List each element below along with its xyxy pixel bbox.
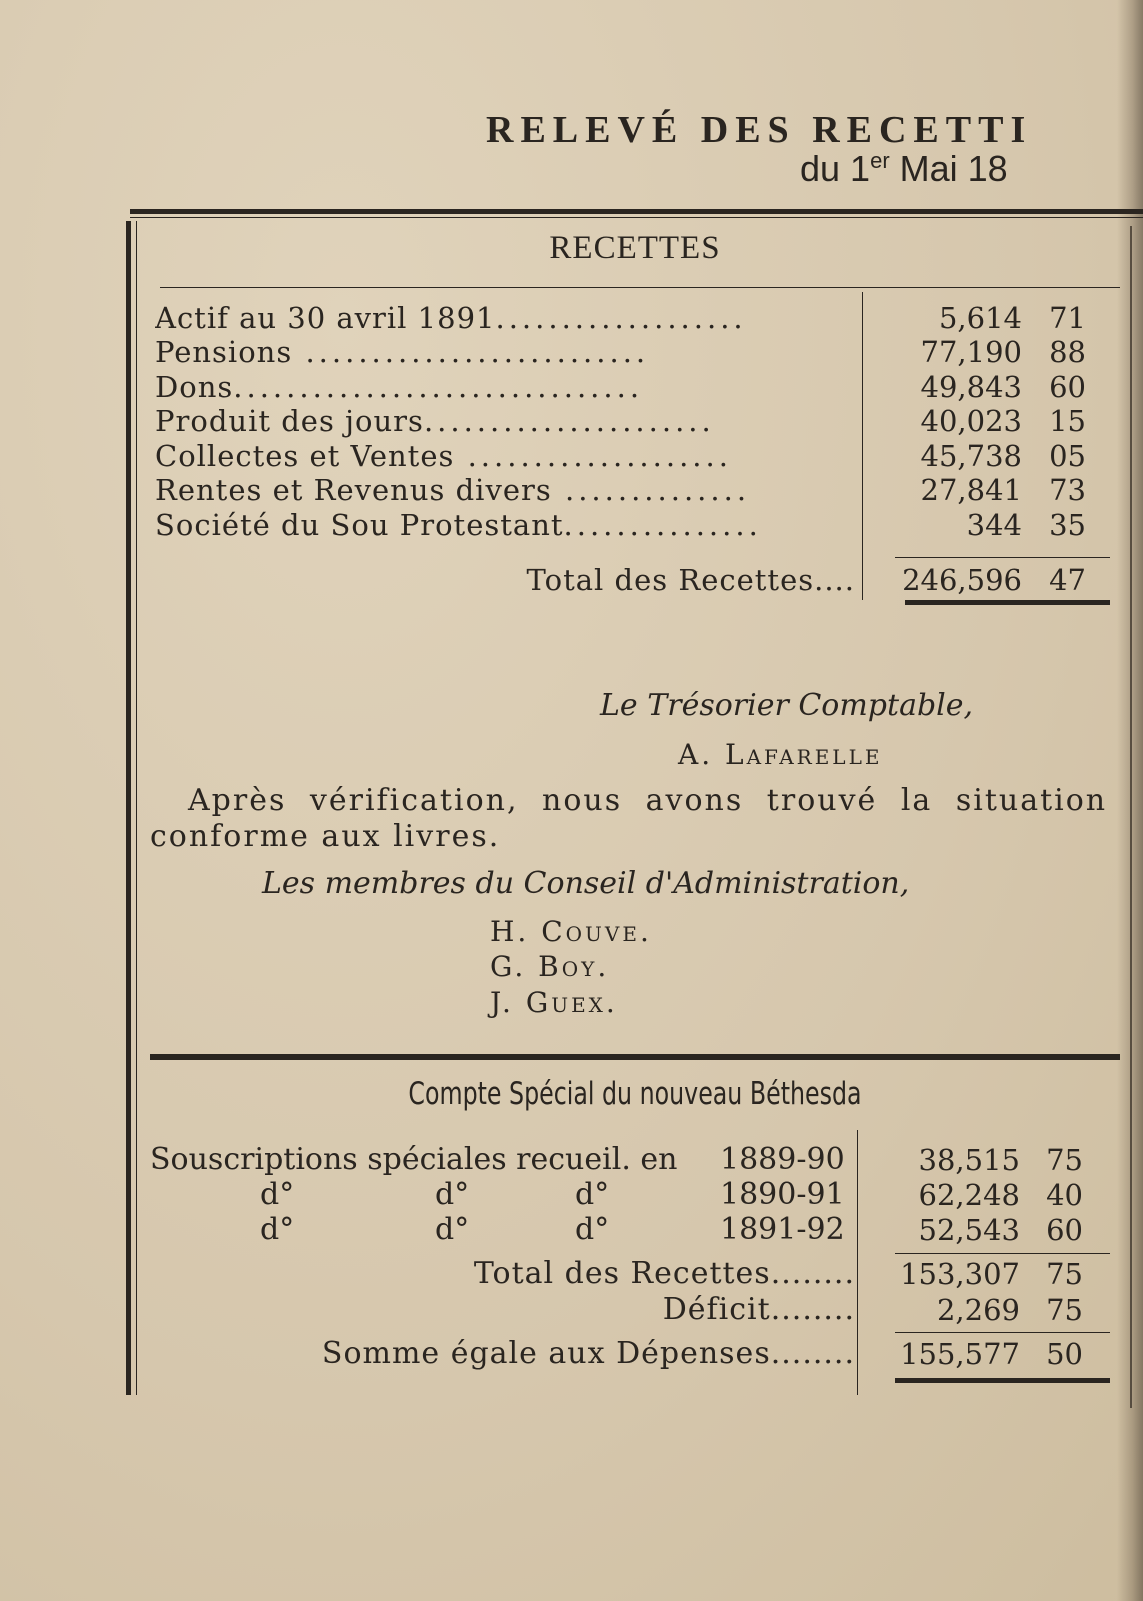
special-total-rule <box>895 1253 1110 1254</box>
page-title: RELEVÉ DES RECETTI <box>486 109 1033 151</box>
row-label: Produit des jours <box>155 404 424 438</box>
deficit-centimes: 75 <box>1046 1293 1083 1327</box>
top-rule-thick <box>130 209 1143 214</box>
row-francs: 344 <box>966 508 1022 542</box>
ditto-mark: d° <box>260 1177 295 1212</box>
total-rule <box>895 557 1110 558</box>
deficit-label: Déficit........ <box>662 1292 855 1327</box>
verification-line-1: Après vérification, nous avons trouvé la situation <box>188 783 1108 818</box>
special-row-year: 1890-91 <box>720 1177 845 1212</box>
table-row <box>155 334 855 370</box>
subtitle-prefix: du 1 <box>800 148 871 189</box>
row-leader-dots: .......................... <box>292 335 650 369</box>
row-francs: 40,023 <box>920 404 1022 438</box>
special-row-francs: 62,248 <box>918 1178 1020 1212</box>
council-member: G. Boy. <box>490 950 610 983</box>
special-row-centimes: 40 <box>1046 1178 1083 1212</box>
row-label: Rentes et Revenus divers <box>155 473 552 507</box>
row-centimes: 15 <box>1049 404 1086 438</box>
row-label: Dons <box>155 370 234 404</box>
row-francs: 5,614 <box>938 301 1022 335</box>
total-double-rule <box>905 600 1110 605</box>
row-label: Collectes et Ventes <box>155 439 455 473</box>
special-total-label: Total des Recettes........ <box>473 1256 855 1291</box>
row-centimes: 71 <box>1049 301 1086 335</box>
special-row-centimes: 75 <box>1046 1143 1083 1177</box>
ditto-mark: d° <box>575 1212 610 1247</box>
ditto-mark: d° <box>435 1177 470 1212</box>
subtitle-superscript: er <box>870 148 890 173</box>
table-row <box>155 472 855 508</box>
council-title: Les membres du Conseil d'Administration, <box>262 866 910 901</box>
row-leader-dots: .................... <box>454 439 732 473</box>
row-francs: 27,841 <box>920 473 1022 507</box>
ditto-mark: d° <box>260 1212 295 1247</box>
right-border <box>1130 226 1132 1408</box>
treasurer-name: A. Lafarelle <box>678 738 883 771</box>
row-francs: 49,843 <box>920 370 1022 404</box>
deficit-francs: 2,269 <box>936 1293 1020 1327</box>
somme-francs: 155,577 <box>900 1337 1020 1371</box>
total-centimes: 47 <box>1049 563 1086 597</box>
council-member: H. Couve. <box>490 915 652 948</box>
table-row <box>155 403 855 439</box>
top-rule-thin <box>130 217 1143 218</box>
treasurer-title: Le Trésorier Comptable, <box>600 688 974 723</box>
total-label: Total des Recettes.... <box>526 563 855 597</box>
verification-line-2: conforme aux livres. <box>150 819 501 854</box>
ditto-mark: d° <box>575 1177 610 1212</box>
left-border-thick <box>126 221 131 1395</box>
row-leader-dots: ...................... <box>423 404 715 438</box>
section-divider-rule <box>150 1054 1120 1060</box>
row-centimes: 73 <box>1049 473 1086 507</box>
somme-label: Somme égale aux Dépenses........ <box>321 1336 855 1371</box>
row-leader-dots: .............. <box>551 473 751 507</box>
page-subtitle <box>800 148 1008 190</box>
table-row <box>155 369 855 405</box>
row-centimes: 05 <box>1049 439 1086 473</box>
left-border-thin <box>136 221 137 1395</box>
special-row-francs: 38,515 <box>918 1143 1020 1177</box>
row-leader-dots: ............... <box>563 508 762 542</box>
special-row-francs: 52,543 <box>918 1213 1020 1247</box>
row-label: Actif au 30 avril 1891 <box>155 301 496 335</box>
recettes-heading: RECETTES <box>549 230 721 266</box>
row-francs: 45,738 <box>920 439 1022 473</box>
row-centimes: 35 <box>1049 508 1086 542</box>
special-total-centimes: 75 <box>1046 1257 1083 1291</box>
somme-rule <box>895 1332 1110 1333</box>
table-row <box>155 438 855 474</box>
ditto-mark: d° <box>435 1212 470 1247</box>
row-label: Pensions <box>155 335 293 369</box>
subtitle-suffix: Mai 18 <box>889 148 1008 189</box>
special-row-centimes: 60 <box>1046 1213 1083 1247</box>
row-leader-dots: ............................... <box>233 370 644 404</box>
council-member: J. Guex. <box>490 986 618 1019</box>
recettes-heading-rule <box>160 287 1120 288</box>
row-centimes: 88 <box>1049 335 1086 369</box>
somme-centimes: 50 <box>1046 1337 1083 1371</box>
compte-special-heading: Compte Spécial du nouveau Béthesda <box>408 1076 862 1112</box>
total-francs: 246,596 <box>902 563 1022 597</box>
table-row <box>155 300 855 336</box>
somme-double-rule <box>895 1378 1110 1383</box>
row-leader-dots: ................... <box>495 301 747 335</box>
special-row-year: 1889-90 <box>720 1142 845 1177</box>
row-label: Société du Sou Protestant <box>155 508 564 542</box>
table-row <box>155 507 855 543</box>
row-francs: 77,190 <box>920 335 1022 369</box>
special-row-year: 1891-92 <box>720 1212 845 1247</box>
row-centimes: 60 <box>1049 370 1086 404</box>
special-row-label: Souscriptions spéciales recueil. en <box>150 1142 678 1177</box>
special-total-francs: 153,307 <box>900 1257 1020 1291</box>
